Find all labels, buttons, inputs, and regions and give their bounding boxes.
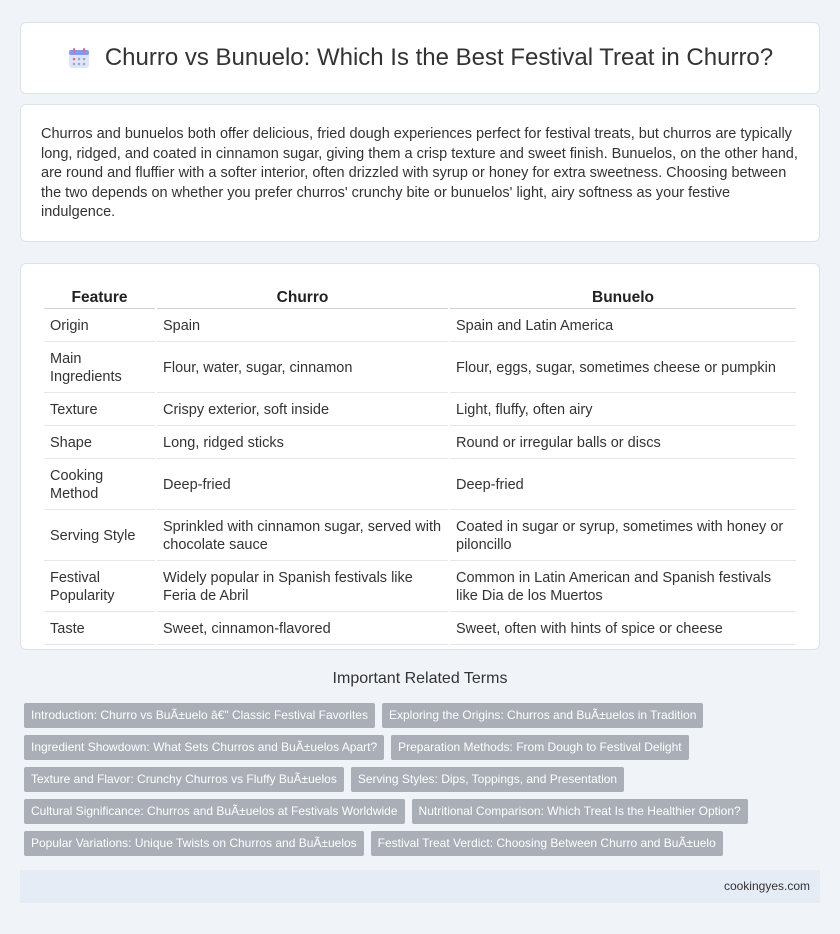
churro-cell: Widely popular in Spanish festivals like Feria de Abril	[157, 563, 448, 612]
related-term-tag[interactable]: Festival Treat Verdict: Choosing Between Churro and BuÃ±uelo	[371, 831, 723, 856]
churro-cell: Crispy exterior, soft inside	[157, 395, 448, 426]
related-term-tag[interactable]: Nutritional Comparison: Which Treat Is the Healthier Option?	[412, 799, 748, 824]
footer-site-link[interactable]: cookingyes.com	[723, 879, 810, 893]
feature-cell: Serving Style	[44, 512, 155, 561]
related-terms-tags	[24, 703, 824, 863]
bunuelo-cell: Round or irregular balls or discs	[450, 428, 796, 459]
feature-cell: Taste	[44, 614, 155, 645]
churro-cell: Sweet, cinnamon-flavored	[157, 614, 448, 645]
tag-row	[24, 703, 824, 728]
header-bunuelo: Bunuelo	[450, 288, 796, 309]
tag-row	[24, 735, 824, 760]
related-term-tag[interactable]: Preparation Methods: From Dough to Festival Delight	[391, 735, 688, 760]
table-row	[44, 428, 796, 459]
feature-cell: Festival Popularity	[44, 563, 155, 612]
table-row	[44, 512, 796, 561]
churro-cell: Sprinkled with cinnamon sugar, served with chocolate sauce	[157, 512, 448, 561]
churro-cell: Deep-fried	[157, 461, 448, 510]
table-row	[44, 311, 796, 342]
related-term-tag[interactable]: Cultural Significance: Churros and BuÃ±uelos at Festivals Worldwide	[24, 799, 405, 824]
table-row	[44, 563, 796, 612]
feature-cell: Shape	[44, 428, 155, 459]
header-churro: Churro	[157, 288, 448, 309]
related-term-tag[interactable]: Ingredient Showdown: What Sets Churros and BuÃ±uelos Apart?	[24, 735, 384, 760]
feature-cell: Main Ingredients	[44, 344, 155, 393]
bunuelo-cell: Light, fluffy, often airy	[450, 395, 796, 426]
bunuelo-cell: Deep-fried	[450, 461, 796, 510]
related-term-tag[interactable]: Serving Styles: Dips, Toppings, and Presentation	[351, 767, 624, 792]
table-row	[44, 614, 796, 645]
tag-row	[24, 831, 824, 856]
table-row	[44, 395, 796, 426]
churro-cell: Spain	[157, 311, 448, 342]
calendar-icon	[67, 46, 91, 70]
comparison-card	[20, 263, 820, 650]
bunuelo-cell: Flour, eggs, sugar, sometimes cheese or pumpkin	[450, 344, 796, 393]
feature-cell: Texture	[44, 395, 155, 426]
bunuelo-cell: Spain and Latin America	[450, 311, 796, 342]
bunuelo-cell: Common in Latin American and Spanish festivals like Dia de los Muertos	[450, 563, 796, 612]
related-terms-heading: Important Related Terms	[332, 670, 508, 687]
page-title: Churro vs Bunuelo: Which Is the Best Festival Treat in Churro?	[104, 44, 774, 71]
table-row	[44, 461, 796, 510]
table-row	[44, 344, 796, 393]
related-term-tag[interactable]: Exploring the Origins: Churros and BuÃ±uelos in Tradition	[382, 703, 703, 728]
related-term-tag[interactable]: Introduction: Churro vs BuÃ±uelo â€" Classic Festival Favorites	[24, 703, 375, 728]
intro-card	[20, 104, 820, 242]
tag-row	[24, 767, 824, 792]
header-card	[20, 22, 820, 94]
feature-cell: Origin	[44, 311, 155, 342]
table-header-row	[44, 288, 796, 309]
tag-row	[24, 799, 824, 824]
bunuelo-cell: Coated in sugar or syrup, sometimes with honey or piloncillo	[450, 512, 796, 561]
header-feature: Feature	[44, 288, 155, 309]
footer	[20, 870, 820, 903]
churro-cell: Long, ridged sticks	[157, 428, 448, 459]
comparison-table	[42, 286, 798, 647]
related-term-tag[interactable]: Popular Variations: Unique Twists on Churros and BuÃ±uelos	[24, 831, 364, 856]
bunuelo-cell: Sweet, often with hints of spice or cheese	[450, 614, 796, 645]
feature-cell: Cooking Method	[44, 461, 155, 510]
churro-cell: Flour, water, sugar, cinnamon	[157, 344, 448, 393]
related-term-tag[interactable]: Texture and Flavor: Crunchy Churros vs Fluffy BuÃ±uelos	[24, 767, 344, 792]
intro-text: Churros and bunuelos both offer delicious, fried dough experiences perfect for festival treats, but churros are typically long, ridged, and coated in cinnamon sugar, giving them a crisp texture and sweet finish. Bunuelos, on the other hand, are round and fluffier with a softer interior, often drizzled with syrup or honey for extra sweetness. Choosing between the two depends on whether you prefer churros' crunchy bite or bunuelos' light, airy softness as your festive indulgence.	[41, 126, 798, 220]
